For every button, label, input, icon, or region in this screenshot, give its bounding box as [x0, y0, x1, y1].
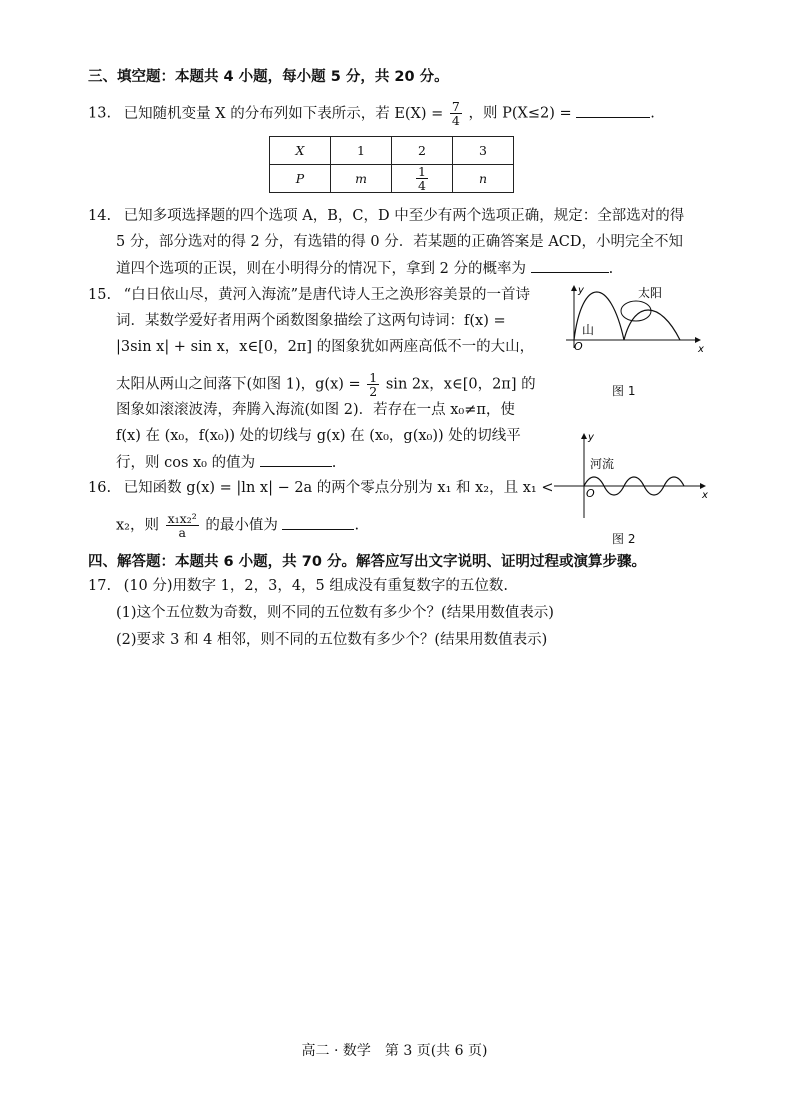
period: . — [608, 261, 614, 277]
answer-blank — [282, 515, 354, 530]
question-17-part-1: (1)这个五位数为奇数，则不同的五位数有多少个？(结果用数值表示) — [116, 605, 554, 621]
question-13 — [88, 100, 655, 127]
answer-blank — [576, 103, 650, 118]
question-14-line-2: 5 分，部分选对的得 2 分，有选错的得 0 分．若某题的正确答案是 ACD，小明完全不知 — [116, 234, 684, 250]
question-15-line-4 — [116, 371, 536, 398]
table-row — [270, 165, 514, 193]
question-17-part-2: (2)要求 3 和 4 相邻，则不同的五位数有多少个？(结果用数值表示) — [116, 632, 548, 648]
fraction-x1x2sq-over-a — [166, 512, 199, 539]
table-cell: m — [331, 165, 392, 193]
x-axis-label: x — [698, 344, 704, 355]
table-cell: 2 — [392, 137, 453, 165]
river-label: 河流 — [590, 457, 615, 471]
question-15-line-5: 图象如滚滚波涛，奔腾入海流(如图 2)．若存在一点 x₀≠π，使 — [116, 402, 515, 418]
question-16-line-1: 已知函数 g(x) = |ln x| − 2a 的两个零点分别为 x₁ 和 x₂，且 x₁ < — [123, 480, 554, 496]
question-17 — [88, 576, 508, 596]
question-15-line-4-text: 太阳从两山之间落下(如图 1)，g(x) = — [116, 376, 361, 393]
table-cell: 1 — [331, 137, 392, 165]
section-3-heading: 三、填空题：本题共 4 小题，每小题 5 分，共 20 分。 — [88, 69, 449, 85]
question-16-line-2 — [116, 512, 359, 539]
question-14-line-3 — [116, 258, 613, 279]
table-row — [270, 137, 514, 165]
table-cell: P — [270, 165, 331, 193]
fraction-numerator: 7 — [451, 99, 460, 114]
fraction-numerator: 1 — [369, 370, 378, 385]
question-15-line-1: “白日依山尽，黄河入海流”是唐代诗人王之涣形容美景的一首诗 — [123, 287, 530, 303]
figure-1-caption: 图 1 — [612, 384, 636, 398]
question-15-line-4-text-b: sin 2x，x∈[0，2π] 的 — [385, 376, 536, 393]
table-cell: 3 — [453, 137, 514, 165]
question-15-line-7 — [116, 452, 336, 473]
period: . — [650, 105, 655, 122]
question-number: 17. — [88, 578, 112, 594]
period: . — [331, 455, 337, 471]
table-cell: X — [270, 137, 331, 165]
fraction-7-4 — [450, 100, 462, 127]
fraction-denominator: 4 — [418, 178, 426, 193]
answer-blank — [531, 258, 609, 273]
period: . — [354, 517, 360, 534]
distribution-table — [269, 136, 514, 193]
y-axis-label: y — [588, 432, 594, 443]
question-15-line-2: 词．某数学爱好者用两个函数图象描绘了这两句诗词：f(x) = — [116, 313, 506, 329]
low-mountain-curve — [624, 310, 680, 340]
question-14-line-3-text: 道四个选项的正误，则在小明得分的情况下，拿到 2 分的概率为 — [116, 261, 526, 277]
question-16-line-2-text: x₂，则 — [116, 517, 159, 534]
question-15-line-3: |3sin x| + sin x，x∈[0，2π] 的图象犹如两座高低不一的大山， — [116, 339, 535, 355]
question-15 — [88, 285, 530, 305]
question-number: 16. — [88, 480, 112, 496]
question-15-line-7-text: 行，则 cos x₀ 的值为 — [116, 455, 256, 471]
fraction-1-2 — [367, 371, 379, 398]
table-cell — [392, 165, 453, 193]
fraction-numerator: x₁x₂² — [167, 511, 197, 526]
x-axis-label: x — [702, 490, 708, 501]
fraction-denominator: 2 — [369, 384, 378, 399]
table-cell: n — [453, 165, 514, 193]
question-number: 15. — [88, 287, 112, 303]
y-axis-label: y — [578, 285, 584, 296]
question-number: 14. — [88, 208, 112, 224]
question-17-line-1: (10 分)用数字 1，2，3，4，5 组成没有重复数字的五位数. — [123, 578, 508, 594]
question-14 — [88, 206, 684, 226]
figure-2-caption: 图 2 — [612, 532, 636, 546]
origin-label: O — [574, 340, 583, 353]
mountain-label: 山 — [582, 323, 595, 337]
question-13-text: 已知随机变量 X 的分布列如下表所示，若 E(X) = — [123, 105, 444, 122]
question-15-line-6: f(x) 在 (x₀，f(x₀)) 处的切线与 g(x) 在 (x₀，g(x₀)) 处的切线平 — [116, 428, 521, 444]
sun-shape — [621, 301, 651, 321]
fraction-denominator: a — [178, 525, 186, 540]
fraction-1-4 — [416, 165, 428, 192]
sun-label: 太阳 — [638, 286, 663, 300]
question-13-text-b: ，则 P(X≤2) = — [468, 105, 572, 122]
question-14-line-1: 已知多项选择题的四个选项 A，B，C，D 中至少有两个选项正确，规定：全部选对的得 — [123, 208, 685, 224]
question-16 — [88, 478, 553, 498]
answer-blank — [260, 452, 332, 467]
question-16-line-2-text-b: 的最小值为 — [205, 517, 278, 534]
fraction-numerator: 1 — [418, 164, 426, 179]
origin-label: O — [586, 487, 595, 500]
fraction-denominator: 4 — [451, 113, 460, 128]
section-4-heading: 四、解答题：本题共 6 小题，共 70 分。解答应写出文字说明、证明过程或演算步骤。 — [88, 554, 646, 570]
page-footer: 高二 · 数学 第 3 页(共 6 页) — [301, 1043, 488, 1059]
question-number: 13. — [88, 105, 112, 122]
figure-2 — [548, 428, 713, 523]
